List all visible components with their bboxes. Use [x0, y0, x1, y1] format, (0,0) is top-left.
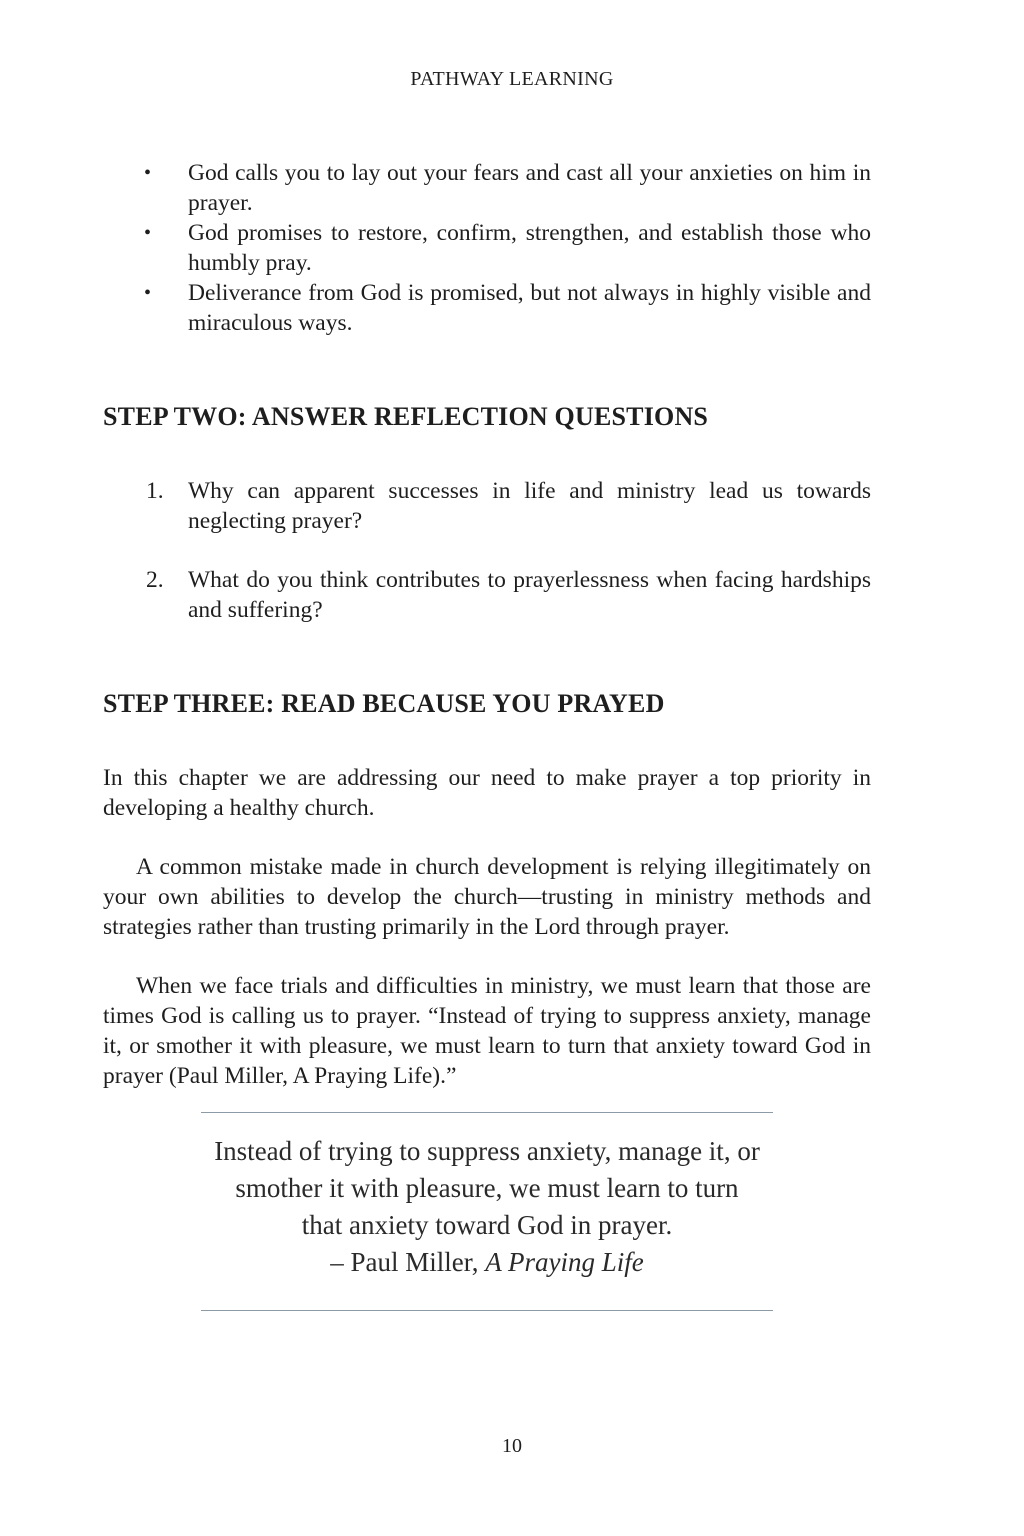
list-item: [103, 565, 871, 625]
list-item-text: God promises to restore, confirm, strengthen, and establish those who humbly pray.: [188, 220, 871, 276]
bullet-icon: •: [144, 282, 152, 304]
quote-line: that anxiety toward God in prayer.: [301, 1210, 673, 1240]
attribution-author: – Paul Miller,: [330, 1247, 479, 1277]
list-item-text: Deliverance from God is promised, but not always in highly visible and miraculous ways.: [188, 280, 871, 336]
page-body: [103, 158, 871, 1091]
list-item: [103, 476, 871, 536]
divider: [201, 1310, 773, 1311]
divider: [201, 1112, 773, 1113]
question-number: 1.: [146, 478, 164, 504]
key-points-list: [103, 158, 871, 338]
step-two-heading: STEP TWO: ANSWER REFLECTION QUESTIONS: [103, 402, 709, 431]
body-paragraph: When we face trials and difficulties in ministry, we must learn that those are times God is calling us to prayer. “Instead of trying to suppress anxiety, manage it, or smother it with pleasure, we must learn to turn that anxiety toward God in prayer (Paul Miller, A Praying Life).”: [103, 973, 871, 1089]
step-three-heading: STEP THREE: READ BECAUSE YOU PRAYED: [103, 689, 665, 718]
list-item: [103, 278, 871, 338]
question-text: What do you think contributes to prayerlessness when facing hardships and suffering?: [188, 567, 871, 623]
question-number: 2.: [146, 567, 164, 593]
quote-line: Instead of trying to suppress anxiety, manage it, or: [214, 1136, 760, 1166]
body-paragraph: A common mistake made in church development is relying illegitimately on your own abilities to develop the church—trusting in ministry methods and strategies rather than trusting primarily in the Lord through prayer.: [103, 854, 871, 940]
reflection-questions-list: [103, 476, 871, 625]
pull-quote-text: [201, 1133, 773, 1281]
pull-quote: [201, 1112, 773, 1311]
list-item: [103, 218, 871, 278]
body-paragraph: In this chapter we are addressing our need to make prayer a top priority in developing a healthy church.: [103, 765, 871, 821]
quote-line: smother it with pleasure, we must learn to turn: [235, 1173, 739, 1203]
list-item-text: God calls you to lay out your fears and cast all your anxieties on him in prayer.: [188, 160, 871, 216]
bullet-icon: •: [144, 162, 152, 184]
question-text: Why can apparent successes in life and ministry lead us towards neglecting prayer?: [188, 478, 871, 534]
bullet-icon: •: [144, 222, 152, 244]
running-header: PATHWAY LEARNING: [410, 68, 614, 90]
page-number: 10: [502, 1435, 522, 1457]
attribution-title: A Praying Life: [485, 1247, 644, 1277]
quote-attribution: [201, 1244, 773, 1281]
list-item: [103, 158, 871, 218]
